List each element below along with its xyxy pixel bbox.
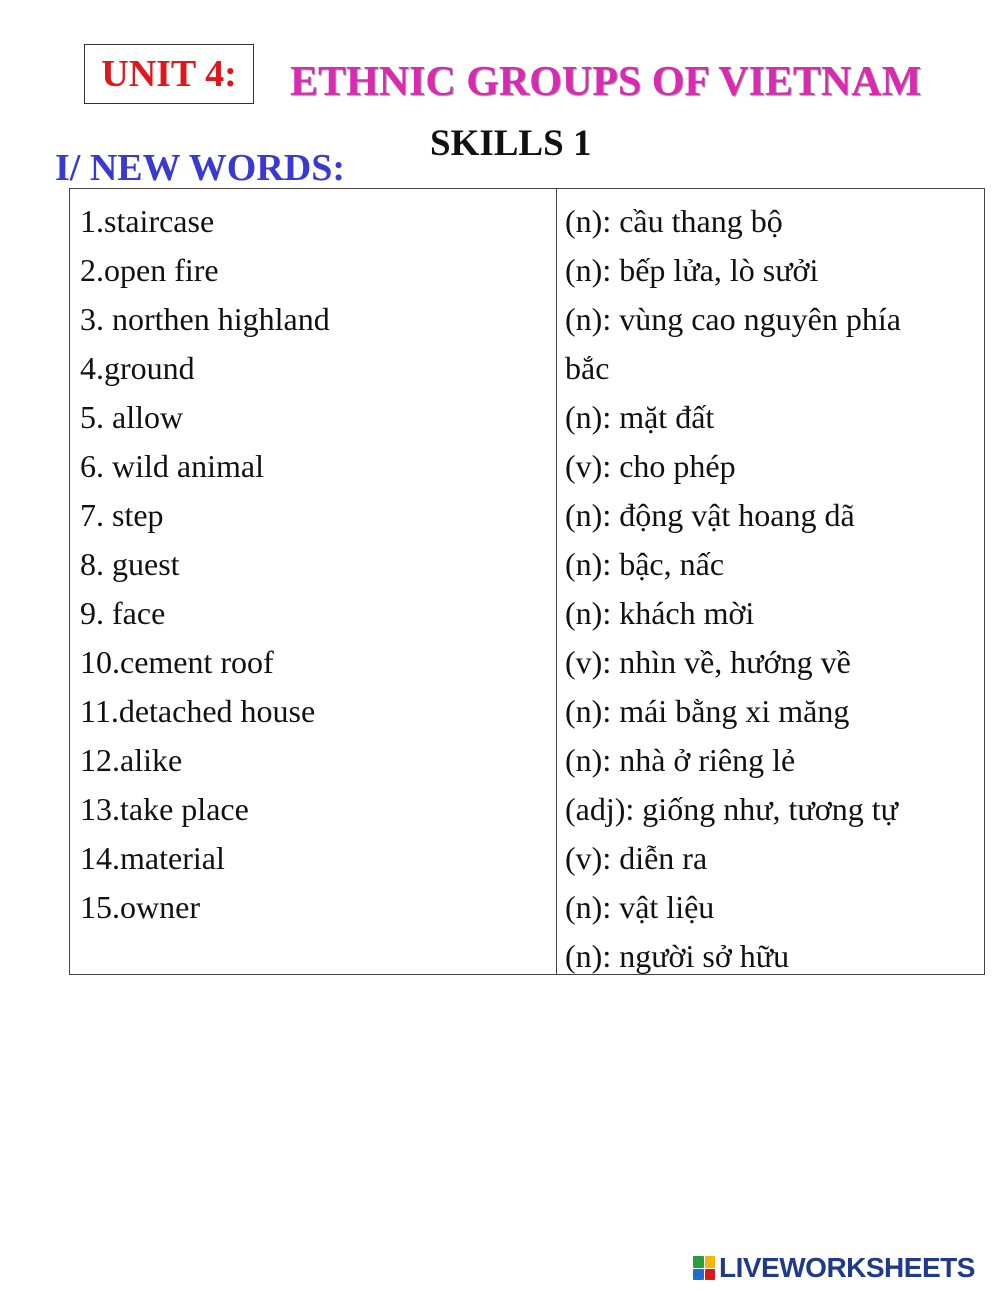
- page-subtitle: SKILLS 1: [430, 123, 592, 164]
- unit-label: UNIT 4:: [101, 53, 237, 95]
- vietnamese-meaning: (n): động vật hoang dã: [565, 497, 855, 533]
- english-word: 12.alike: [80, 742, 183, 778]
- english-word: 10.cement roof: [80, 644, 274, 680]
- vietnamese-meaning: (n): vùng cao nguyên phía: [565, 301, 901, 337]
- english-word: 4.ground: [80, 350, 195, 386]
- english-word: 15.owner: [80, 889, 200, 925]
- liveworksheets-logo-icon: [693, 1256, 715, 1280]
- vietnamese-column: [557, 189, 984, 974]
- english-word: 9. face: [80, 595, 166, 631]
- vietnamese-meaning: bắc: [565, 350, 610, 386]
- vietnamese-meaning: (n): cầu thang bộ: [565, 203, 783, 239]
- vietnamese-meaning: (n): vật liệu: [565, 889, 715, 925]
- vietnamese-meaning: (v): cho phép: [565, 448, 736, 484]
- section-heading: I/ NEW WORDS:: [55, 147, 345, 189]
- vietnamese-meaning: (adj): giống như, tương tự: [565, 791, 898, 827]
- english-word: 6. wild animal: [80, 448, 264, 484]
- vocabulary-table: [69, 188, 985, 975]
- vietnamese-meaning: (v): nhìn về, hướng về: [565, 644, 851, 680]
- vietnamese-meaning: (n): người sở hữu: [565, 938, 790, 974]
- english-word: 3. northen highland: [80, 301, 330, 337]
- english-word: 7. step: [80, 497, 164, 533]
- english-word: 5. allow: [80, 399, 184, 435]
- english-word: 2.open fire: [80, 252, 219, 288]
- vietnamese-meaning: (n): mặt đất: [565, 399, 715, 435]
- english-word: 11.detached house: [80, 693, 316, 729]
- vietnamese-meaning: (n): bậc, nấc: [565, 546, 725, 582]
- liveworksheets-brand[interactable]: [693, 1252, 975, 1284]
- vietnamese-meaning: (n): nhà ở riêng lẻ: [565, 742, 796, 778]
- vietnamese-meaning: (v): diễn ra: [565, 840, 708, 876]
- english-word: 1.staircase: [80, 203, 215, 239]
- english-word: 8. guest: [80, 546, 180, 582]
- english-word: 14.material: [80, 840, 225, 876]
- unit-box: [84, 44, 254, 104]
- brand-name: LIVEWORKSHEETS: [719, 1252, 975, 1283]
- page-title: ETHNIC GROUPS OF VIETNAM: [290, 59, 922, 105]
- english-word: 13.take place: [80, 791, 249, 827]
- vietnamese-meaning: (n): mái bằng xi măng: [565, 693, 850, 729]
- english-column: [70, 189, 557, 974]
- vietnamese-meaning: (n): bếp lửa, lò sưởi: [565, 252, 819, 288]
- vietnamese-meaning: (n): khách mời: [565, 595, 755, 631]
